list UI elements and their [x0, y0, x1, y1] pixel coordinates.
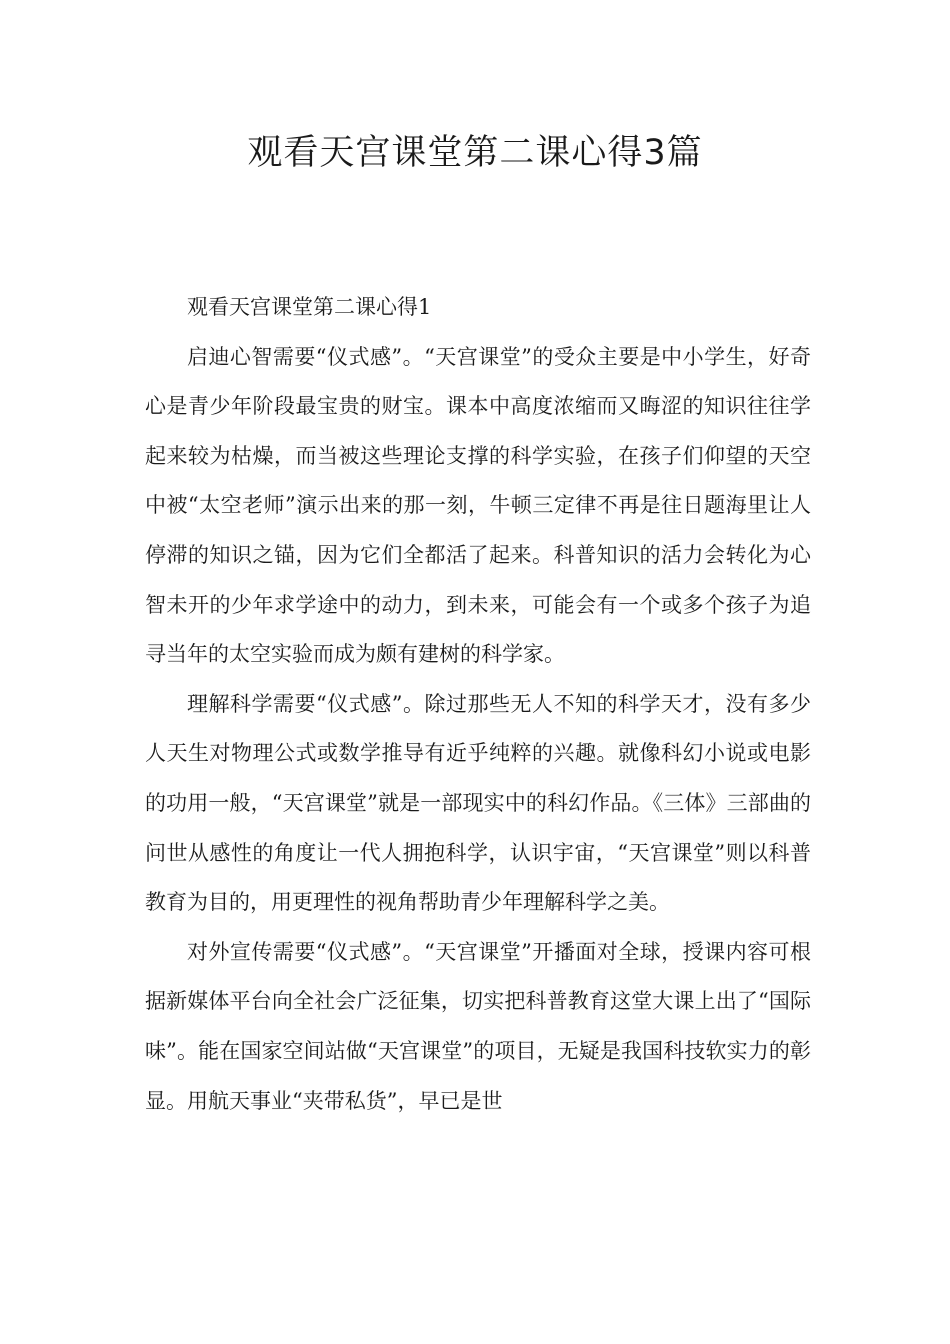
- document-title: 观看天宫课堂第二课心得3篇: [247, 133, 703, 173]
- paragraph-3: 对外宣传需要“仪式感”。“天宫课堂”开播面对全球，授课内容可根据新媒体平台向全社会广泛征集，切实把科普教育这堂大课上出了“国际味”。能在国家空间站做“天宫课堂”的项目，无疑是我国科技软实力的彰显。用航天事业“夹带私货”，早已是世: [145, 939, 811, 1113]
- paragraph-1: 启迪心智需要“仪式感”。“天宫课堂”的受众主要是中小学生，好奇心是青少年阶段最宝贵的财宝。课本中高度浓缩而又晦涩的知识往往学起来较为枯燥，而当被这些理论支撑的科学实验，在孩子们仰望的天空中被“太空老师”演示出来的那一刻，牛顿三定律不再是往日题海里让人停滞的知识之锚，因为它们全都活了起来。科普知识的活力会转化为心智未开的少年求学途中的动力，到未来，可能会有一个或多个孩子为追寻当年的太空实验而成为颇有建树的科学家。: [145, 344, 811, 667]
- section-subheading: 观看天宫课堂第二课心得1: [187, 295, 432, 319]
- document-body: [145, 283, 811, 1126]
- paragraph-2: 理解科学需要“仪式感”。除过那些无人不知的科学天才，没有多少人天生对物理公式或数学推导有近乎纯粹的兴趣。就像科幻小说或电影的功用一般，“天宫课堂”就是一部现实中的科幻作品。《三体》三部曲的问世从感性的角度让一代人拥抱科学，认识宇宙，“天宫课堂”则以科普教育为目的，用更理性的视角帮助青少年理解科学之美。: [145, 691, 811, 915]
